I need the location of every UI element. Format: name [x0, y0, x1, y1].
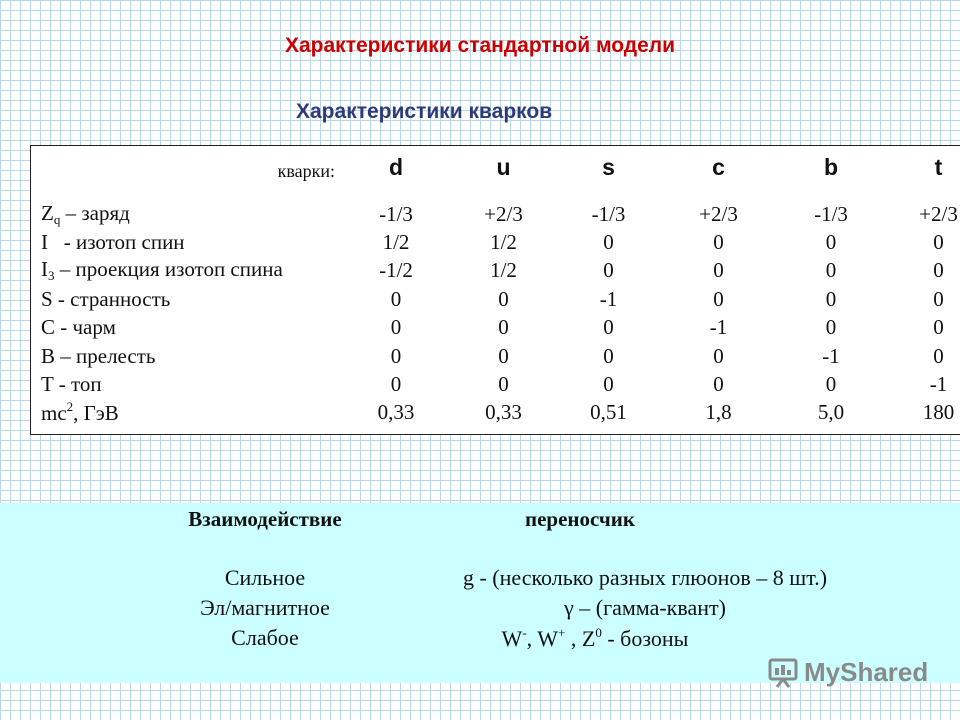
row-label: S - странность: [41, 286, 171, 311]
cell-value: 0: [713, 372, 724, 397]
cell-value: 0: [713, 343, 724, 368]
quark-table-title: Характеристики кварков: [296, 100, 553, 123]
quark-header-t: t: [934, 153, 943, 180]
cell-value: -1: [822, 343, 840, 368]
cell-value: 1/2: [490, 258, 517, 283]
cell-value: 180: [922, 400, 955, 425]
row-label: C - чарм: [41, 315, 116, 340]
interaction-name: Эл/магнитное: [200, 595, 330, 620]
quark-header-s: s: [602, 153, 615, 180]
table-row-beauty: [31, 342, 960, 370]
cell-value: 0: [713, 230, 724, 255]
table-row-isospin-projection: [31, 257, 960, 285]
row-label: T - топ: [41, 372, 102, 397]
cell-value: 0,51: [590, 400, 627, 425]
cell-value: 0: [498, 315, 509, 340]
interaction-header: Взаимодействие: [188, 507, 342, 531]
cell-value: 0: [933, 258, 944, 283]
table-row-charge: [31, 188, 960, 228]
cell-value: 0: [933, 315, 944, 340]
cell-value: 0: [498, 372, 509, 397]
cell-value: 0: [390, 286, 402, 311]
quark-header-b: b: [823, 153, 839, 180]
row-label: $I_3$ – проекция изотоп спина: [41, 257, 283, 284]
interaction-name: Слабое: [231, 625, 299, 650]
cell-value: 0: [603, 230, 614, 255]
cell-value: 0: [390, 372, 402, 397]
cell-value: +2/3: [484, 201, 523, 226]
quark-header-row: [31, 146, 960, 188]
cell-value: 0: [825, 230, 837, 255]
cell-value: -1/3: [814, 201, 848, 226]
interaction-carrier: W-, W+ , $Z^0$ - бозоны: [501, 625, 689, 651]
cell-value: 0: [825, 286, 837, 311]
table-row-isospin: [31, 228, 960, 256]
cell-value: 1,8: [705, 400, 732, 425]
cell-value: 0: [603, 258, 614, 283]
cell-value: 0: [825, 315, 837, 340]
table-row-charm: [31, 314, 960, 342]
cell-value: 0,33: [485, 400, 522, 425]
interactions-header-row: [0, 507, 960, 537]
cell-value: 1/2: [490, 230, 517, 255]
watermark-text: MyShared: [804, 656, 929, 687]
quark-header-d: d: [388, 153, 404, 180]
cell-value: 0: [825, 372, 837, 397]
interaction-row-em: [0, 595, 960, 625]
cell-value: 0: [603, 343, 614, 368]
table-row-strangeness: [31, 285, 960, 313]
cell-value: 0: [390, 315, 402, 340]
cell-value: 0: [603, 315, 614, 340]
cell-value: 0: [713, 286, 724, 311]
cell-value: -1: [929, 372, 948, 397]
cell-value: -1: [709, 315, 728, 340]
cell-value: 0: [713, 258, 724, 283]
cell-value: 0: [933, 286, 944, 311]
interaction-name: Сильное: [224, 565, 306, 590]
cell-value: 0: [825, 258, 837, 283]
cell-value: -1: [599, 286, 618, 311]
row-label: B – прелесть: [41, 343, 156, 368]
carrier-header: переносчик: [525, 507, 635, 531]
cell-value: -1/2: [379, 258, 413, 283]
cell-value: 1/2: [382, 230, 410, 255]
cell-value: 0: [498, 343, 509, 368]
cell-value: 0: [933, 230, 944, 255]
table-row-mass: [31, 399, 960, 427]
interaction-row-strong: [0, 565, 960, 595]
interaction-row-weak: [0, 625, 960, 655]
presentation-icon: [768, 656, 798, 688]
watermark: [768, 654, 938, 690]
cell-value: 0: [498, 286, 509, 311]
quarks-header-label: кварки:: [277, 161, 335, 181]
interaction-carrier: γ – (гамма-квант): [564, 595, 726, 620]
row-label: $mc^2$, ГэВ: [41, 399, 119, 426]
cell-value: -1/3: [379, 201, 413, 226]
cell-value: +2/3: [919, 201, 958, 226]
quark-properties-table: [30, 145, 960, 435]
quark-header-c: c: [712, 153, 725, 180]
page-title: Характеристики стандартной модели: [284, 34, 676, 57]
cell-value: 5,0: [817, 400, 845, 425]
cell-value: 0: [603, 372, 614, 397]
cell-value: 0,33: [377, 400, 415, 425]
table-row-top: [31, 370, 960, 398]
cell-value: -1/3: [591, 201, 626, 226]
cell-value: +2/3: [699, 201, 738, 226]
row-label: I - изотоп спин: [41, 230, 185, 255]
row-label: $Z_q$ – заряд: [41, 200, 130, 227]
quark-header-u: u: [496, 153, 511, 180]
cell-value: 0: [933, 343, 944, 368]
cell-value: 0: [390, 343, 402, 368]
interaction-carrier: g - (несколько разных глюонов – 8 шт.): [462, 565, 828, 590]
